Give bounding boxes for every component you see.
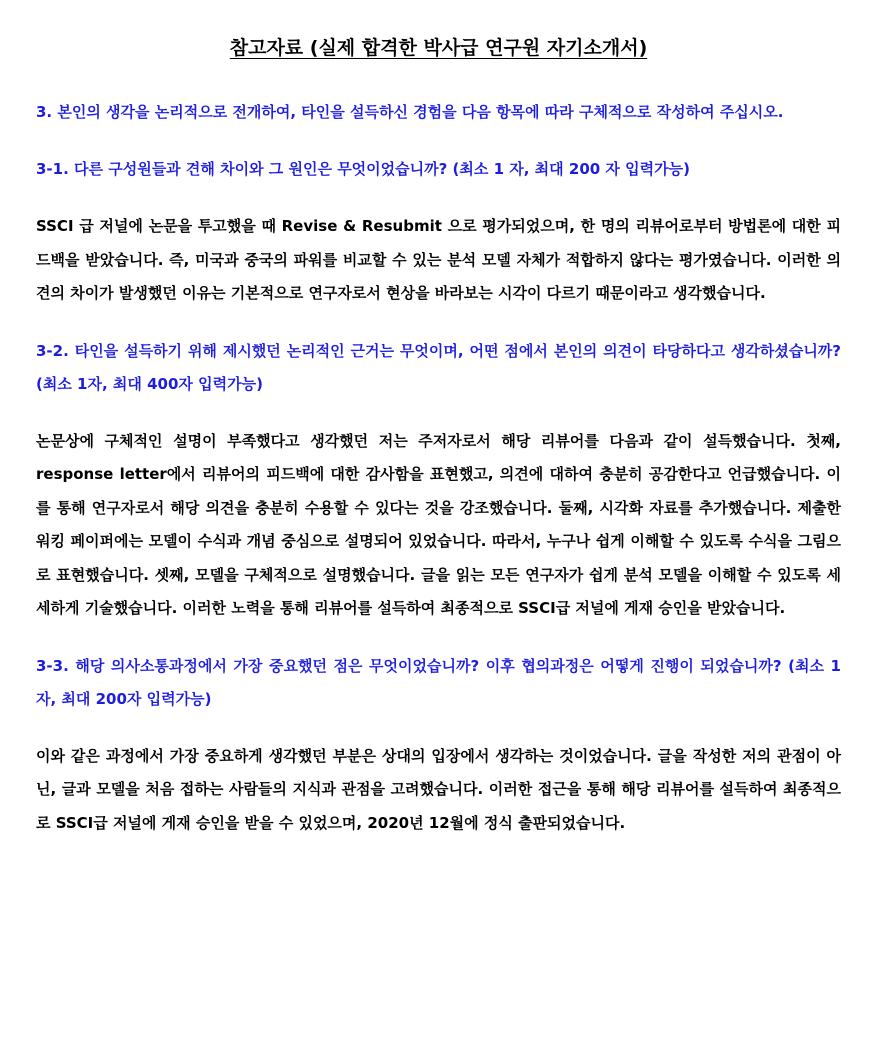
question-3-2: 3-2. 타인을 설득하기 위해 제시했던 논리적인 근거는 무엇이며, 어떤 점에서 본인의 의견이 타당하다고 생각하셨습니까? (최소 1자, 최대 400자 입력가능) <box>36 341 841 393</box>
question-3-3: 3-3. 해당 의사소통과정에서 가장 중요했던 점은 무엇이었습니까? 이후 협의과정은 어떻게 진행이 되었습니까? (최소 1자, 최대 200자 입력가능) <box>36 656 841 708</box>
answer-3-3: 이와 같은 과정에서 가장 중요하게 생각했던 부분은 상대의 입장에서 생각하는 것이었습니다. 글을 작성한 저의 관점이 아닌, 글과 모델을 처음 접하는 사람들의 지식과 관점을 고려했습니다. 이러한 접근을 통해 해당 리뷰어를 설득하여 최종적으로 SSCI급 저널에 게재 승인을 받을 수 있었으며, 2020년 12월에 정식 출판되었습니다. <box>36 746 841 832</box>
intro-question: 3. 본인의 생각을 논리적으로 전개하여, 타인을 설득하신 경험을 다음 항목에 따라 구체적으로 작성하여 주십시오. <box>36 103 784 121</box>
answer-3-1: SSCI 급 저널에 논문을 투고했을 때 Revise & Resubmit 으로 평가되었으며, 한 명의 리뷰어로부터 방법론에 대한 피드백을 받았습니다. 즉, 미국과 중국의 파워를 비교할 수 있는 분석 모델 자체가 적합하지 않다는 평가였습니다. 이러한 의견의 차이가 발생했던 이유는 기본적으로 연구자로서 현상을 바라보는 시각이 다르기 때문이라고 생각했습니다. <box>36 217 841 302</box>
answer-3-2: 논문상에 구체적인 설명이 부족했다고 생각했던 저는 주저자로서 해당 리뷰어를 다음과 같이 설득했습니다. 첫째, response letter에서 리뷰어의 피드백에 대한 감사함을 표현했고, 의견에 대하여 충분히 공감한다고 언급했습니다. 이를 통해 연구자로서 해당 의견을 충분히 수용할 수 있다는 것을 강조했습니다. 둘째, 시각화 자료를 추가했습니다. 제출한 워킹 페이퍼에는 모델이 수식과 개념 중심으로 설명되어 있었습니다. 따라서, 누구나 쉽게 이해할 수 있도록 수식을 그림으로 표현했습니다. 셋째, 모델을 구체적으로 설명했습니다. 글을 읽는 모든 연구자가 쉽게 분석 모델을 이해할 수 있도록 세세하게 기술했습니다. 이러한 노력을 통해 리뷰어를 설득하여 최종적으로 SSCI급 저널에 게재 승인을 받았습니다. <box>36 431 841 617</box>
question-3-1: 3-1. 다른 구성원들과 견해 차이와 그 원인은 무엇이었습니까? (최소 1 자, 최대 200 자 입력가능) <box>36 160 690 178</box>
document-title: 참고자료 (실제 합격한 박사급 연구원 자기소개서) <box>229 37 648 59</box>
